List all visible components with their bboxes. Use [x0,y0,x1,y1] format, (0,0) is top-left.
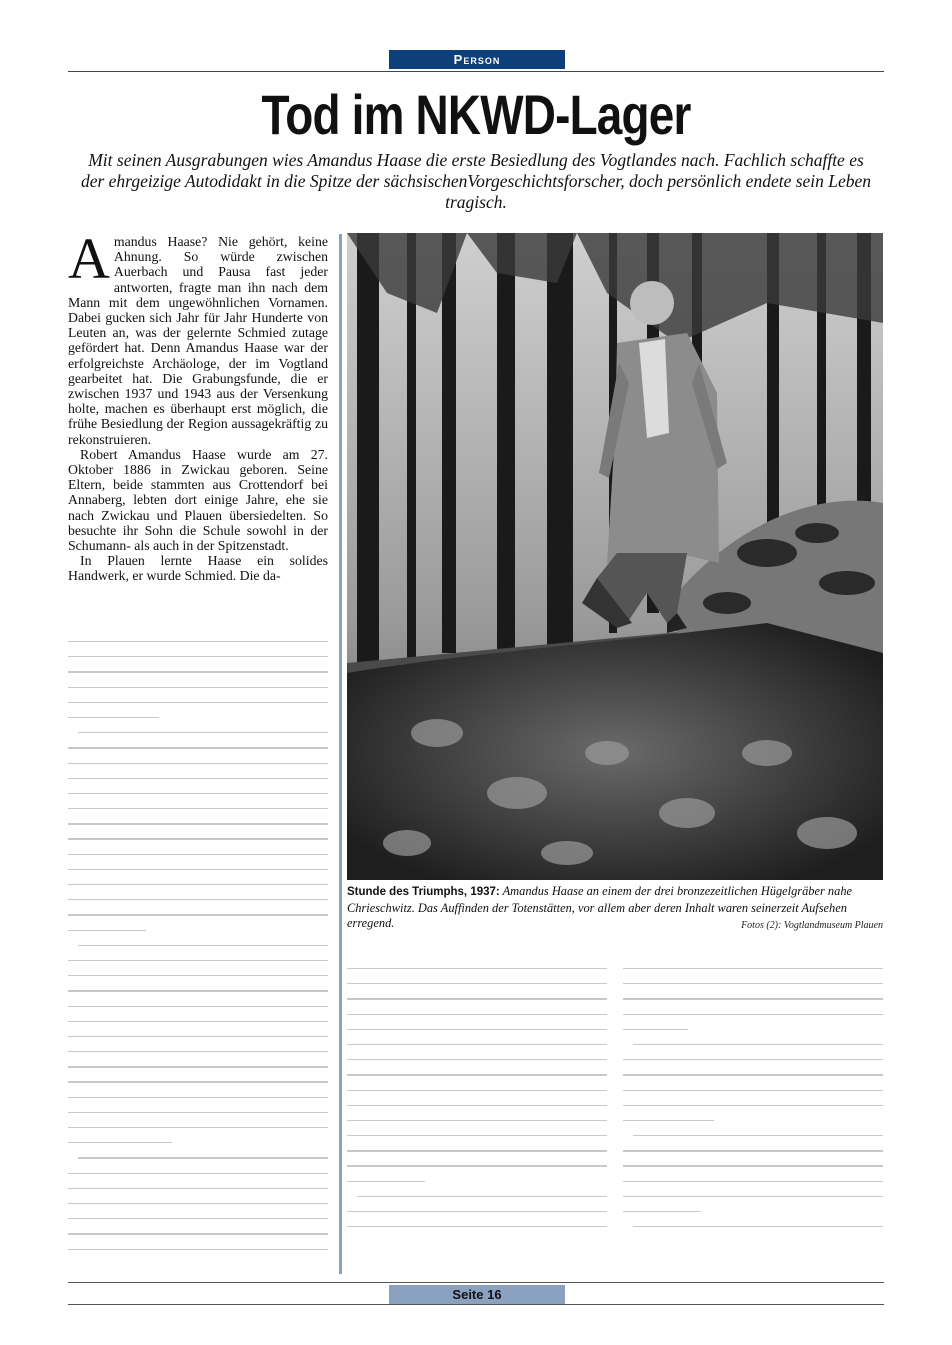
paragraph-1-text: mandus Haase? Nie gehört, keine Ahnung. So würde zwischen Auerbach und Pausa fast jeder antworten, fragte man ihn nach dem Mann mit dem ungewöhnlichen Vornamen. Dabei gucken sich Jahr für Jahr Hunderte von Leuten an, was der gelernte Schmied zutage gefördert hat. Denn Amandus Haase war der erfolgreichste Archäologe, der im Vogtland gearbeitet hat. Die Grabungsfunde, die er zwischen 1937 und 1943 aus der Versenkung holte, machen es überhaupt erst möglich, die frühe Besiedlung der Region aussagekräftig zu rekonstruieren. [68,234,328,447]
footer-rule-bottom [68,1304,884,1305]
header-rule [68,71,884,72]
paragraph-3: In Plauen lernte Haase ein solides Handwerk, er wurde Schmied. Die da- [68,553,328,584]
footer-rule-top [68,1282,884,1283]
page-number: Seite 16 [389,1285,565,1304]
photo-haase-excavation [347,233,883,880]
article-column-1 [68,226,328,584]
photo-illustration [347,233,883,880]
photo-credit: Fotos (2): Vogtlandmuseum Plauen [741,920,883,931]
faded-text-col1 [68,641,328,1264]
deck: Mit seinen Ausgrabungen wies Amandus Haase die erste Besiedlung des Vogtlandes nach. Fachlich schaffte es der ehrgeizige Autodidakt in die Spitze der sächsischenVorgeschichtsforscher, doch persönlich endete sein Leben tragisch. [80,150,872,212]
caption-lead: Stunde des Triumphs, 1937: [347,886,500,898]
dropcap: A [68,226,110,291]
faded-text-col2 [347,968,607,1241]
headline: Tod im NKWD-Lager [261,83,691,146]
section-label: Person [389,50,565,69]
paragraph-2: Robert Amandus Haase wurde am 27. Oktober 1886 in Zwickau geboren. Seine Eltern, beide stammten aus Crottendorf bei Annaberg, lebten dort einige Jahre, ehe sie nach Zwickau und Plauen übersiedelten. So besuchte ihr Sohn die Schule sowohl in der Schumann- als auch in der Spitzenstadt. [68,446,328,554]
paragraph-1 [68,226,328,447]
caption-text: Amandus Haase an einem der drei bronzezeitlichen Hügelgräber nahe Chrieschwitz. Das Auffinden der Totenstätten, vor allem aber deren Inhalt waren seinerzeit Aufsehen erregend. [347,884,853,930]
column-rule [339,234,342,1274]
faded-text-col3 [623,968,883,1241]
